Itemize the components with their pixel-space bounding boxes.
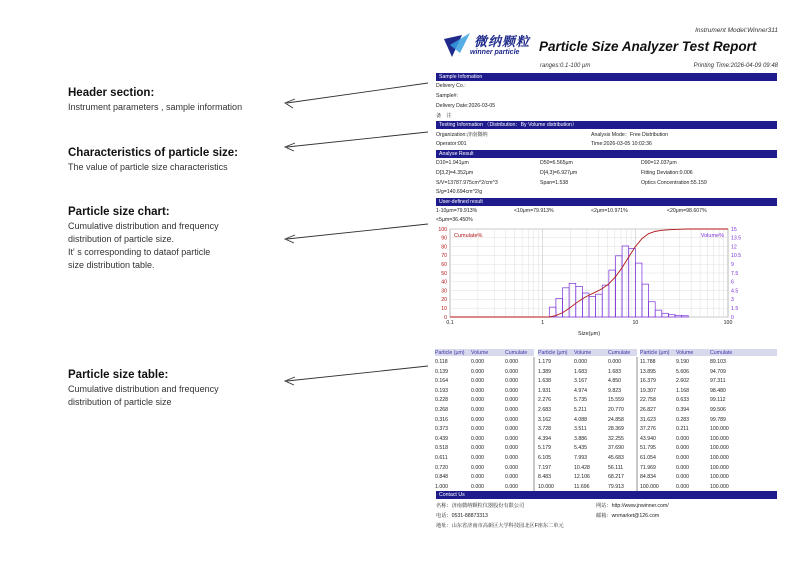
table-header-cell: Particle (μm) <box>435 350 465 356</box>
annotation-characteristics-text: The value of particle size characteristics <box>68 162 228 172</box>
analysis-mode: Analysis Mode：Free Distribution <box>591 132 668 138</box>
phone: 电话：0531-88873313 <box>436 513 488 519</box>
table-cell: 99.506 <box>710 407 726 413</box>
table-cell: 0.720 <box>435 464 448 471</box>
y-left-tick-label: 60 <box>441 262 447 268</box>
table-cell: 20.770 <box>608 407 624 413</box>
analyse-value: S/g=140.694cm^2/g <box>436 189 483 195</box>
table-cell: 0.139 <box>435 368 448 375</box>
table-cell: 0.000 <box>505 359 518 365</box>
table-cell: 1.683 <box>574 368 587 375</box>
table-cell: 0.439 <box>435 435 448 442</box>
table-cell: 68.217 <box>608 474 624 481</box>
table-cell: 1.638 <box>538 378 551 385</box>
table-cell: 24.858 <box>608 416 624 423</box>
user-defined-value: <20μm=98.607% <box>667 208 707 214</box>
table-cell: 3.162 <box>538 416 551 423</box>
annotation-chart-text: Cumulative distribution and frequency distribution of particle size. It' s corresponding to dataof particle size distribution table. <box>68 221 219 270</box>
table-cell: 0.000 <box>471 474 484 481</box>
table-cell: 100.000 <box>710 464 729 471</box>
table-cell: 45.683 <box>608 455 624 461</box>
table-cell: 5.735 <box>574 397 587 404</box>
table-cell: 16.379 <box>640 378 656 385</box>
table-column-separator <box>636 357 638 493</box>
table-cell: 37.690 <box>608 445 624 452</box>
table-cell: 0.000 <box>471 455 484 461</box>
report-title: Particle Size Analyzer Test Report <box>539 39 757 54</box>
table-cell: 1.168 <box>676 387 689 394</box>
table-header-cell: Volume <box>471 350 489 356</box>
table-column-separator <box>533 357 535 493</box>
table-cell: 3.886 <box>574 435 587 442</box>
contact-bar: Contact Us <box>436 491 777 499</box>
table-cell: 0.000 <box>505 407 518 413</box>
table-cell: 0.000 <box>676 455 689 461</box>
table-cell: 0.283 <box>676 416 689 423</box>
y-left-tick-label: 20 <box>441 297 447 304</box>
y-left-tick-label: 10 <box>441 306 447 312</box>
table-cell: 0.000 <box>505 464 518 471</box>
analyse-value: D[4,3]=6.927μm <box>540 170 578 176</box>
remarks: 备 注 <box>436 113 452 119</box>
annotation-table-text: Cumulative distribution and frequency distribution of particle size <box>68 384 219 407</box>
table-header-cell: Volume <box>574 350 592 356</box>
table-cell: 0.000 <box>471 359 484 365</box>
table-cell: 0.000 <box>471 407 484 413</box>
table-cell: 4.394 <box>538 435 551 442</box>
organization: Organization:济南微纳 <box>436 132 488 138</box>
table-header-cell: Particle (μm) <box>640 350 670 356</box>
table-cell: 0.000 <box>608 359 621 365</box>
logo-english-text: winner particle <box>470 49 520 56</box>
analyse-value: D90=12.037μm <box>641 160 677 166</box>
table-cell: 51.795 <box>640 445 656 452</box>
table-cell: 71.969 <box>640 464 656 471</box>
table-cell: 0.000 <box>676 483 689 490</box>
analyse-value: D[3,2]=4.352μm <box>436 170 474 176</box>
table-cell: 13.895 <box>640 368 656 375</box>
table-cell: 4.974 <box>574 387 587 394</box>
address: 地址：山东省济南市高新区大学科技园北区F座东二单元 <box>436 523 564 529</box>
table-cell: 0.000 <box>471 435 484 442</box>
table-cell: 0.000 <box>471 368 484 375</box>
y-left-tick-label: 90 <box>441 235 447 242</box>
table-cell: 0.373 <box>435 426 448 433</box>
table-cell: 22.758 <box>640 397 656 404</box>
table-cell: 0.000 <box>574 359 587 365</box>
user-defined-value: <5μm=36.450% <box>436 217 473 223</box>
table-cell: 99.789 <box>710 416 726 423</box>
website: 网站：http://www.jnwinner.com/ <box>596 503 669 509</box>
table-cell: 0.000 <box>471 464 484 471</box>
user-defined-value: 1-10μm=79.913% <box>436 208 478 214</box>
table-header-cell: Cumulate <box>505 350 528 356</box>
table-cell: 100.000 <box>710 445 729 452</box>
sample-info-bar: Sample Infomation <box>436 73 777 81</box>
testing-info-bar: Testing Information （Distribution：By Volume distribution） <box>436 121 777 129</box>
table-cell: 28.369 <box>608 426 624 433</box>
user-defined-value: <2μm=10.971% <box>591 208 628 214</box>
table-cell: 5.606 <box>676 368 689 375</box>
table-cell: 0.000 <box>505 474 518 481</box>
arrow-characteristics <box>287 132 428 147</box>
y-right-tick-label: 0 <box>731 314 734 321</box>
table-cell: 4.850 <box>608 378 621 385</box>
table-cell: 0.848 <box>435 474 448 481</box>
y-right-axis-label: Volume% <box>700 233 724 239</box>
test-time: Time:2026-03-05 10:02:36 <box>591 141 652 147</box>
y-right-tick-label: 4.5 <box>731 288 739 295</box>
table-cell: 0.000 <box>505 378 518 385</box>
x-tick-label: 100 <box>723 320 733 326</box>
table-cell: 2.683 <box>538 407 551 413</box>
table-cell: 0.000 <box>471 397 484 404</box>
table-cell: 0.000 <box>505 435 518 442</box>
table-cell: 5.179 <box>538 445 551 452</box>
table-cell: 12.106 <box>574 474 590 481</box>
table-cell: 31.623 <box>640 416 656 423</box>
y-left-tick-label: 80 <box>441 244 447 251</box>
table-cell: 6.105 <box>538 455 551 461</box>
table-cell: 0.268 <box>435 407 448 413</box>
table-cell: 100.000 <box>640 483 659 490</box>
table-cell: 0.000 <box>505 387 518 394</box>
table-cell: 0.000 <box>505 483 518 490</box>
table-cell: 0.000 <box>676 464 689 471</box>
y-right-tick-label: 3 <box>731 297 734 304</box>
table-cell: 10.428 <box>574 464 590 471</box>
y-left-tick-label: 30 <box>441 288 447 295</box>
arrow-chart <box>287 224 428 239</box>
table-cell: 8.483 <box>538 474 551 481</box>
table-cell: 0.000 <box>505 445 518 452</box>
table-cell: 0.000 <box>505 368 518 375</box>
y-right-tick-label: 12 <box>731 244 737 251</box>
table-cell: 0.000 <box>676 474 689 481</box>
table-cell: 0.000 <box>676 435 689 442</box>
table-cell: 3.167 <box>574 378 587 385</box>
table-header-cell: Cumulate <box>710 350 733 356</box>
table-cell: 97.311 <box>710 378 726 385</box>
table-cell: 100.000 <box>710 474 729 481</box>
table-cell: 1.179 <box>538 359 551 365</box>
delivery-company: Delivery Co.: <box>436 83 466 89</box>
analyse-value: Fitting Deviation:0.006 <box>641 170 693 176</box>
table-header-cell: Volume <box>676 350 694 356</box>
table-cell: 0.611 <box>435 455 448 461</box>
analyse-result-bar: Analyse Result <box>436 150 777 158</box>
table-cell: 5.211 <box>574 407 587 413</box>
table-cell: 1.683 <box>608 368 621 375</box>
company-name: 名称：济南微纳颗粒仪器股份有限公司 <box>436 503 525 509</box>
table-cell: 11.788 <box>640 359 656 365</box>
annotation-table-title: Particle size table: <box>68 369 169 381</box>
y-right-tick-label: 10.5 <box>731 253 742 260</box>
arrow-table <box>287 366 428 381</box>
annotation-chart-title: Particle size chart: <box>68 206 170 218</box>
table-cell: 5.435 <box>574 445 587 452</box>
annotation-characteristics-title: Characteristics of particle size: <box>68 147 239 159</box>
y-left-tick-label: 100 <box>438 226 447 233</box>
table-cell: 0.000 <box>505 397 518 404</box>
analyse-value: S/V=13787.975cm^2/cm^3 <box>436 180 498 186</box>
table-cell: 19.307 <box>640 387 656 394</box>
table-cell: 99.112 <box>710 397 726 404</box>
analyse-value: Optics Concentration:55.159 <box>641 180 707 186</box>
x-axis-label: Size(μm) <box>577 331 601 337</box>
particle-size-table <box>435 349 777 495</box>
table-cell: 32.255 <box>608 435 624 442</box>
analyse-value: Span=1.538 <box>540 180 569 186</box>
table-cell: 0.394 <box>676 407 689 413</box>
particle-size-chart <box>422 224 752 344</box>
table-cell: 0.000 <box>505 455 518 461</box>
table-cell: 0.000 <box>471 426 484 433</box>
y-right-tick-label: 6 <box>731 279 734 286</box>
table-cell: 2.276 <box>538 397 551 404</box>
table-cell: 9.190 <box>676 359 689 365</box>
table-cell: 0.000 <box>676 445 689 452</box>
table-header-cell: Cumulate <box>608 350 631 356</box>
x-tick-label: 10 <box>632 320 639 326</box>
table-cell: 56.111 <box>608 464 624 471</box>
y-left-tick-label: 50 <box>441 270 447 277</box>
table-cell: 0.211 <box>676 426 689 433</box>
y-right-tick-label: 15 <box>731 226 737 233</box>
table-cell: 0.164 <box>435 378 448 385</box>
printing-time: Printing Time:2026-04-09 09:48 <box>693 63 778 69</box>
table-cell: 9.823 <box>608 387 621 394</box>
y-right-tick-label: 7.5 <box>731 270 739 277</box>
table-cell: 0.633 <box>676 397 689 404</box>
table-cell: 11.696 <box>574 483 590 490</box>
table-cell: 0.000 <box>471 445 484 452</box>
instrument-model: Instrument Model:Winner311 <box>695 27 778 34</box>
table-cell: 0.000 <box>505 426 518 433</box>
table-cell: 0.193 <box>435 387 448 394</box>
table-cell: 98.480 <box>710 387 726 394</box>
measure-range: ranges:0.1-100 μm <box>540 63 591 69</box>
table-cell: 100.000 <box>710 455 729 461</box>
table-cell: 0.316 <box>435 416 448 423</box>
table-cell: 2.602 <box>676 378 689 385</box>
table-cell: 100.000 <box>710 483 729 490</box>
sample-number: Sample#: <box>436 93 458 99</box>
annotation-header-title: Header section: <box>68 87 155 99</box>
operator: Operator:001 <box>436 141 467 147</box>
table-cell: 0.518 <box>435 445 448 452</box>
logo-chinese-text: 微纳颗粒 <box>474 35 531 50</box>
analyse-value: D50=6.565μm <box>540 160 573 166</box>
table-cell: 1.389 <box>538 368 551 375</box>
table-cell: 0.000 <box>471 387 484 394</box>
annotation-header-text: Instrument parameters , sample information <box>68 102 243 112</box>
x-tick-label: 0.1 <box>446 320 454 326</box>
table-cell: 0.228 <box>435 397 448 404</box>
y-right-tick-label: 9 <box>731 262 734 268</box>
table-cell: 0.000 <box>471 483 484 490</box>
arrow-header <box>287 83 428 103</box>
table-cell: 94.709 <box>710 368 726 375</box>
email: 邮箱：wnmarket@126.com <box>596 513 660 519</box>
table-cell: 0.000 <box>505 416 518 423</box>
table-cell: 7.197 <box>538 464 551 471</box>
y-right-tick-label: 1.5 <box>731 306 739 312</box>
table-cell: 26.827 <box>640 407 656 413</box>
y-left-tick-label: 0 <box>444 314 447 321</box>
y-left-axis-label: Cumulate% <box>454 233 483 239</box>
table-cell: 3.728 <box>538 426 551 433</box>
table-cell: 37.276 <box>640 426 656 433</box>
y-left-tick-label: 40 <box>441 279 447 286</box>
table-cell: 43.940 <box>640 435 656 442</box>
table-cell: 7.993 <box>574 455 587 461</box>
y-right-tick-label: 13.5 <box>731 235 742 242</box>
table-cell: 100.000 <box>710 426 729 433</box>
user-defined-value: <10μm=79.913% <box>514 208 554 214</box>
table-cell: 100.000 <box>710 435 729 442</box>
analyse-value: D10=1.941μm <box>436 160 469 166</box>
delivery-date: Delivery Date:2026-03-05 <box>436 103 496 109</box>
table-cell: 61.054 <box>640 455 656 461</box>
table-cell: 10.000 <box>538 483 554 490</box>
table-cell: 4.088 <box>574 416 587 423</box>
user-defined-bar: User-defined result <box>436 198 777 206</box>
y-left-tick-label: 70 <box>441 253 447 260</box>
table-cell: 84.834 <box>640 474 656 481</box>
x-tick-label: 1 <box>541 320 545 326</box>
table-cell: 0.000 <box>471 416 484 423</box>
table-cell: 1.931 <box>538 387 551 394</box>
table-header-cell: Particle (μm) <box>538 350 568 356</box>
table-cell: 0.000 <box>471 378 484 385</box>
table-cell: 79.913 <box>608 483 624 490</box>
table-cell: 1.000 <box>435 483 448 490</box>
table-cell: 0.118 <box>435 359 448 365</box>
table-cell: 3.511 <box>574 426 587 433</box>
table-cell: 89.103 <box>710 359 726 365</box>
table-cell: 15.559 <box>608 397 624 404</box>
